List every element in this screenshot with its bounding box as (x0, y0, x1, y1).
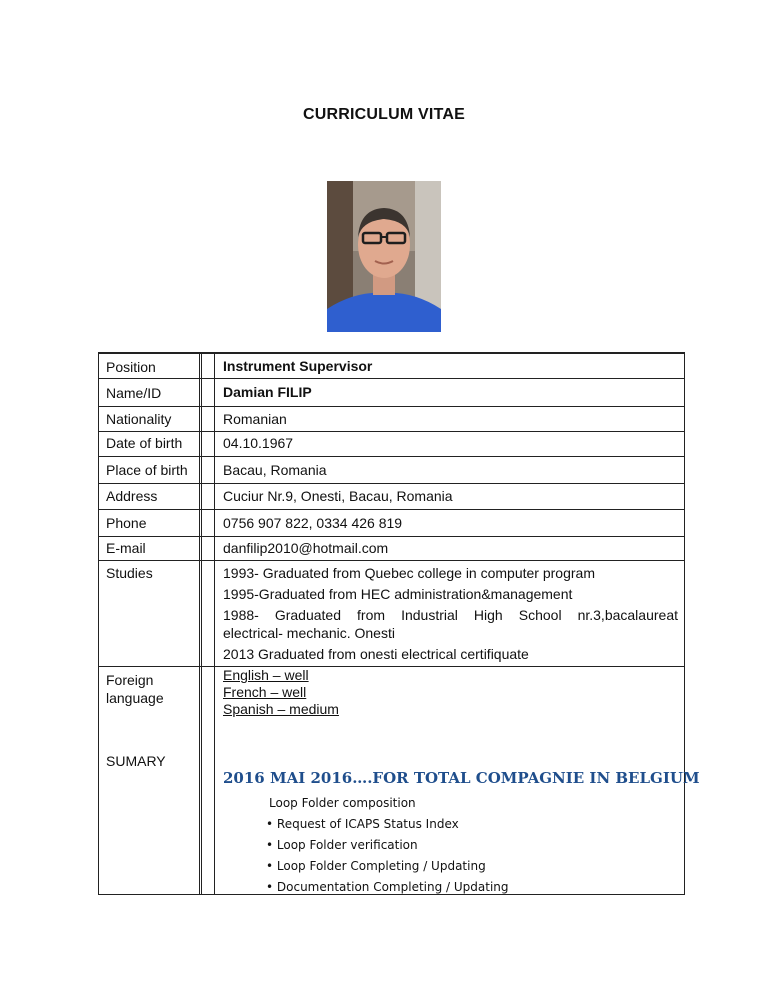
studies-item: 1993- Graduated from Quebec college in computer program (223, 565, 595, 581)
row-phone (99, 509, 684, 536)
language-item: English – well (223, 667, 309, 683)
value-date-of-birth: 04.10.1967 (223, 435, 294, 451)
label-foreign-language (106, 671, 164, 707)
summary-item: • Loop Folder verification (266, 838, 418, 852)
summary-item: Loop Folder composition (269, 796, 416, 810)
value-position: Instrument Supervisor (223, 358, 373, 374)
row-nationality (99, 406, 684, 431)
value-name: Damian FILIP (223, 384, 312, 400)
row-studies (99, 560, 684, 666)
label-summary: SUMARY (106, 753, 166, 769)
label-date-of-birth: Date of birth (106, 435, 183, 451)
languages-list (223, 667, 678, 718)
summary-item: • Loop Folder Completing / Updating (266, 859, 486, 873)
profile-photo (327, 181, 441, 332)
value-place-of-birth: Bacau, Romania (223, 462, 327, 478)
language-item: Spanish – medium (223, 701, 339, 717)
summary-list (266, 793, 509, 898)
label-nationality: Nationality (106, 411, 172, 427)
summary-heading: 2016 MAI 2016….FOR TOTAL COMPAGNIE IN BELGIUM (223, 769, 700, 787)
studies-item: electrical- mechanic. Onesti (223, 625, 395, 641)
row-address (99, 483, 684, 509)
document-title: CURRICULUM VITAE (302, 106, 465, 123)
studies-item: 1995-Graduated from HEC administration&management (223, 586, 573, 602)
label-email: E-mail (106, 540, 146, 556)
label-foreign-line2: language (106, 690, 164, 706)
label-address: Address (106, 488, 158, 504)
row-date-of-birth (99, 431, 684, 456)
studies-list (223, 564, 678, 663)
studies-item: 2013 Graduated from onesti electrical certifiquate (223, 646, 529, 662)
value-address: Cuciur Nr.9, Onesti, Bacau, Romania (223, 488, 453, 504)
label-position: Position (106, 359, 156, 375)
summary-item: • Request of ICAPS Status Index (266, 817, 459, 831)
studies-item: 1988- Graduated from Industrial High School nr.3,bacalaureat (223, 607, 678, 623)
value-phone: 0756 907 822, 0334 426 819 (223, 515, 403, 531)
label-phone: Phone (106, 515, 147, 531)
row-position (99, 353, 684, 378)
language-item: French – well (223, 684, 307, 700)
label-foreign-line1: Foreign (106, 672, 154, 688)
value-nationality: Romanian (223, 411, 287, 427)
cv-details-table (98, 352, 700, 895)
row-place-of-birth (99, 456, 684, 483)
label-place-of-birth: Place of birth (106, 462, 188, 478)
label-studies: Studies (106, 565, 153, 581)
summary-item: • Documentation Completing / Updating (266, 880, 509, 894)
row-email (99, 536, 684, 560)
row-name (99, 378, 684, 406)
value-email: danfilip2010@hotmail.com (223, 540, 389, 556)
label-name: Name/ID (106, 385, 162, 401)
